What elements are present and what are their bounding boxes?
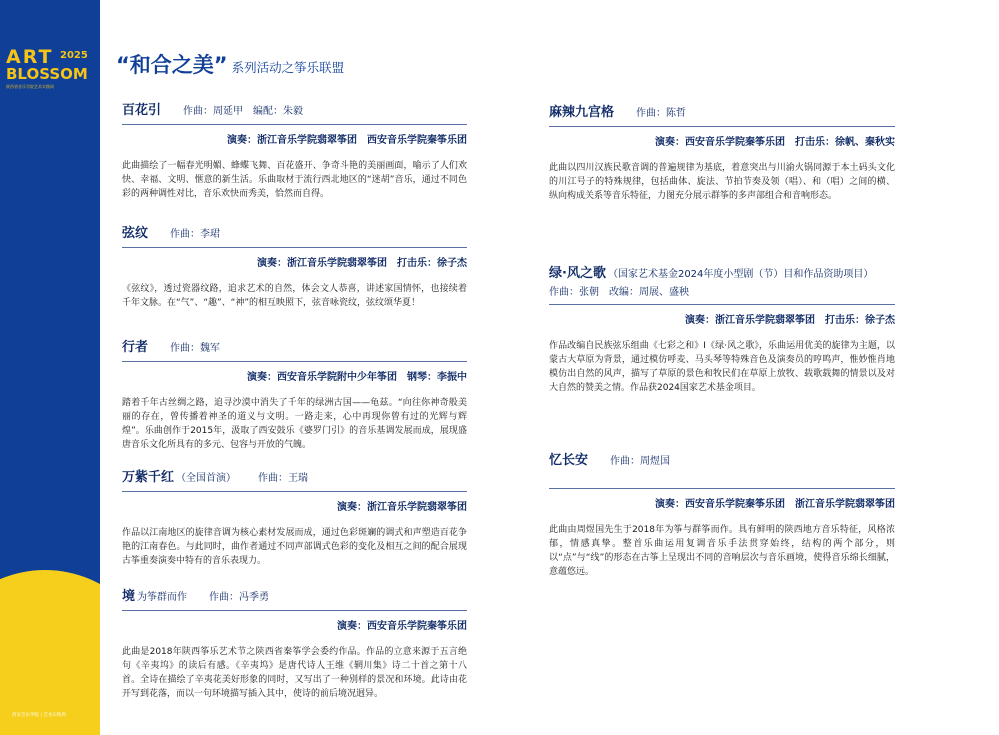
piece-title-text: 境: [122, 589, 136, 604]
piece-performers: 演奏：浙江音乐学院翡翠筝团: [337, 502, 467, 513]
piece-description: 作品改编自民族弦乐组曲《七彩之和》I《绿·风之歌》，乐曲运用优美的旋律为主题，以蒙古大草原为背景，通过模仿呼麦、马头琴等特殊音色及演奏员的哼鸣声，惟妙惟肖地模仿出自然的风声，描写了草原的景色和牧民们在草原上放牧、载歌载舞的情景以及对大自然的赞美之情。作品获2024国家艺术基金项目。: [549, 341, 895, 393]
piece-description: 《弦纹》，透过瓷器纹路，追求艺术的自然，体会文人恭喜，讲述家国情怀，也接续着千年文脉。在“气”、“趣”、“神”的相互映照下，弦音咏瓷纹，弦纹颂华夏！: [122, 284, 467, 308]
program-item: [122, 99, 467, 201]
piece-title: 行者: [122, 340, 149, 355]
piece-title: 百花引: [122, 103, 162, 118]
piece-description: 此曲由周煜国先生于2018年为筝与群筝而作。具有鲜明的陕西地方音乐特征，风格浓郁，情感真挚。整首乐曲运用复调音乐手法贯穿始终，结构的两个部分，则以“点”与“线”的形态在古筝上呈现出不同的音响层次与音乐画境，使得音乐绵长细腻，意蕴悠远。: [549, 525, 895, 577]
piece-title: [549, 262, 873, 281]
piece-credit: 作曲：周煜国: [610, 456, 671, 467]
piece-performers: 演奏：西安音乐学院附中少年筝团 钢琴：李振中: [247, 372, 467, 383]
piece-title: [122, 585, 187, 604]
piece-title: 忆长安: [549, 453, 589, 468]
program-item: [122, 336, 467, 452]
piece-description: 此曲是2018年陕西筝乐艺术节之陕西省秦筝学会委约作品。作品的立意来源于五言绝句《辛夷坞》的读后有感。《辛夷坞》是唐代诗人王维《辋川集》诗二十首之第十八首。全诗在描绘了辛夷花美好形象的同时，又写出了一种别样的景况和环境。此诗由花开写到花落，而以一句环境描写插入其中，使诗的前后境况迥异。: [122, 647, 467, 699]
art-blossom-logo: [6, 48, 96, 90]
logo-year: 2025: [60, 50, 88, 61]
sidebar-band: [0, 0, 100, 735]
piece-performers: 演奏：西安音乐学院秦筝乐团 打击乐：徐帆、秦秋实: [655, 137, 895, 148]
program-item: [549, 449, 895, 579]
divider-line: [122, 610, 467, 611]
divider-line: [122, 247, 467, 248]
piece-credit: 作曲：李珺: [170, 229, 221, 240]
divider-line: [122, 124, 467, 125]
piece-title: 麻辣九宫格: [549, 105, 615, 120]
piece-description: 作品以江南地区的旋律音调为核心素材发展而成，通过色彩斑斓的调式和声塑造百花争艳的江南春色。与此同时，曲作者通过不同声部调式色彩的变化及相互之间的配合展现古筝重奏演奏中特有的音乐表现力。: [122, 528, 467, 566]
program-item: [122, 585, 467, 701]
piece-title-note: 为筝群而作: [137, 592, 188, 603]
piece-description: 此曲以四川汉族民歌音调的普遍规律为基底，着意突出与川渝火锅同源于本土码头文化的川江号子的特殊规律，包括曲体、旋法、节拍节奏及领（唱）、和（唱）之间的横、纵向构成关系等音乐特征，力图充分展示群筝的多声部组合和音响形态。: [549, 163, 895, 201]
page-title: [116, 49, 344, 79]
bottom-brand-logos: 西安音乐学院 | 艺术实践周: [12, 713, 66, 718]
piece-title-text: 绿·风之歌: [549, 266, 606, 281]
program-item: [122, 466, 467, 568]
piece-title-note: （全国首演）: [176, 473, 237, 484]
piece-performers: 演奏：浙江音乐学院翡翠筝团 打击乐：徐子杰: [685, 315, 895, 326]
piece-title-text: 万紫千红: [122, 470, 175, 485]
piece-credit: 作曲：王瑞: [258, 473, 309, 484]
piece-credit: 作曲：周延甲 编配：朱毅: [183, 106, 304, 117]
logo-blossom-text: BLOSSOM: [6, 65, 88, 83]
piece-performers: 演奏：西安音乐学院秦筝乐团 浙江音乐学院翡翠筝团: [655, 499, 895, 510]
piece-credit: 作曲：陈哲: [636, 108, 687, 119]
piece-credit: 作曲：冯季勇: [209, 592, 270, 603]
piece-title-note: （国家艺术基金2024年度小型剧（节）目和作品资助项目）: [607, 269, 874, 280]
piece-performers: 演奏：浙江音乐学院翡翠筝团 打击乐：徐子杰: [257, 258, 467, 269]
decorative-yellow-circle: [0, 570, 100, 735]
piece-description: 此曲描绘了一幅春光明媚、蜂蝶飞舞、百花盛开、争奇斗艳的美丽画面，喻示了人们欢快、幸福、文明、惬意的新生活。乐曲取材于流行西北地区的“迷胡”音乐，通过不同色彩的两种调性对比，音乐欢快而秀美，恰然而自得。: [122, 161, 467, 199]
piece-performers: 演奏：浙江音乐学院翡翠筝团 西安音乐学院秦筝乐团: [227, 135, 467, 146]
piece-credit: 作曲：张朝 改编：周展、盛秧: [549, 287, 689, 298]
piece-credit: 作曲：魏军: [170, 343, 221, 354]
page-title-sub: 系列活动之筝乐联盟: [231, 60, 345, 75]
piece-title: [122, 466, 236, 485]
program-item: [549, 262, 895, 395]
divider-line: [122, 491, 467, 492]
program-item: [549, 101, 895, 203]
logo-subtitle: 陕西省音乐学院艺术实践周: [6, 84, 54, 89]
piece-description: 踏着千年古丝绸之路，追寻沙漠中消失了千年的绿洲古国——龟兹。“向往你神奇般美丽的存在，曾传播着神圣的道义与文明。一路走来，心中再现你曾有过的光辉与辉煌”。乐曲创作于2015年，汲取了西安鼓乐《婆罗门引》的音乐基调发展而成，展现盛唐音乐文化所具有的多元、包容与开放的气魄。: [122, 398, 467, 450]
divider-line: [549, 488, 895, 489]
program-item: [122, 222, 467, 310]
piece-performers: 演奏：西安音乐学院秦筝乐团: [337, 621, 467, 632]
logo-art-text: ART: [6, 46, 54, 68]
divider-line: [549, 126, 895, 127]
divider-line: [122, 361, 467, 362]
divider-line: [549, 304, 895, 305]
page-title-main: “和合之美”: [116, 53, 228, 77]
piece-title: 弦纹: [122, 226, 149, 241]
